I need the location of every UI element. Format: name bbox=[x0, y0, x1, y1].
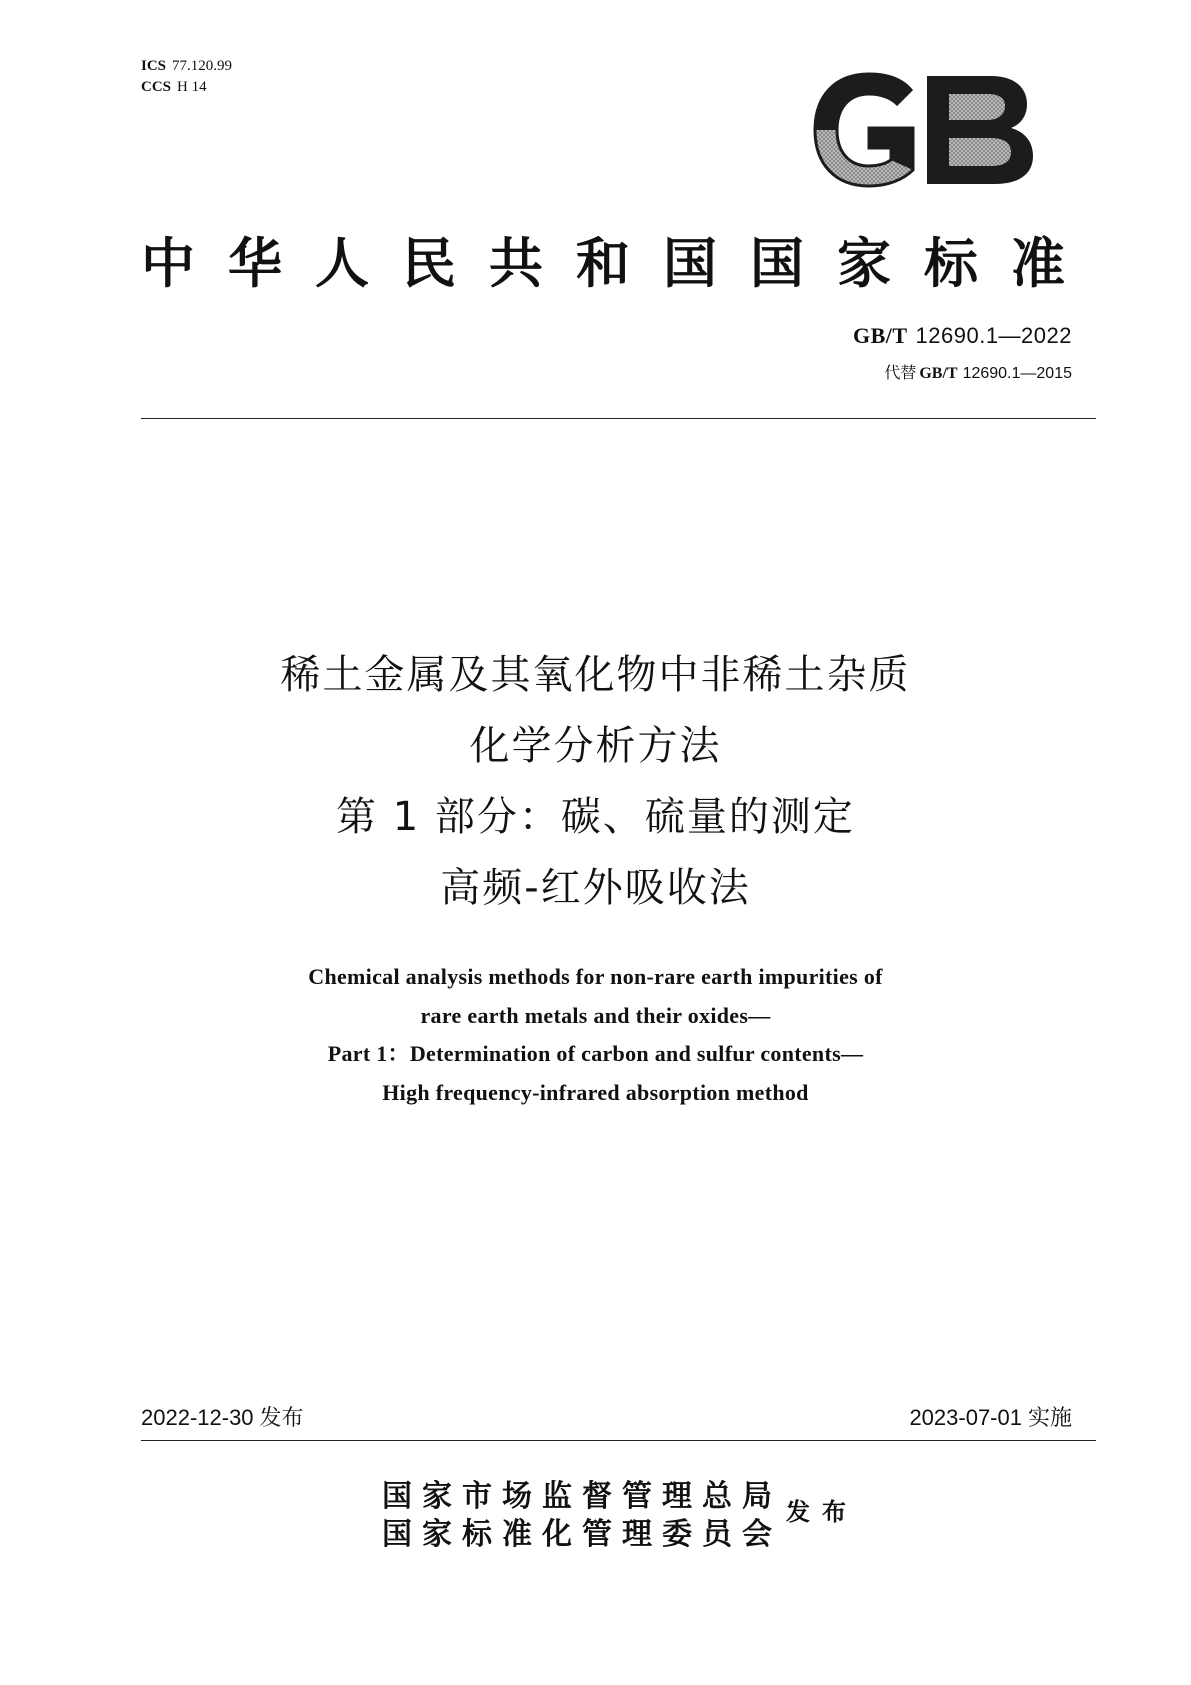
implementation-label: 实施 bbox=[1027, 1406, 1072, 1431]
chinese-title-line: 化学分析方法 bbox=[469, 723, 722, 769]
classification-codes bbox=[141, 56, 232, 98]
issuer-samr: 国家市场监督管理总局 bbox=[382, 1479, 782, 1514]
issue-label: 发布 bbox=[259, 1406, 304, 1431]
standard-number-block bbox=[853, 322, 1072, 384]
chinese-title bbox=[0, 640, 1191, 924]
ics-code bbox=[141, 56, 232, 77]
bottom-divider bbox=[141, 1440, 1096, 1441]
english-title-line: Part 1：Determination of carbon and sulfur contents— bbox=[327, 1041, 864, 1066]
ccs-value: H 14 bbox=[177, 79, 207, 95]
english-title-line: rare earth metals and their oxides— bbox=[420, 1002, 771, 1028]
logo-letter-b bbox=[927, 76, 1033, 184]
english-title-line: High frequency-infrared absorption method bbox=[382, 1079, 809, 1105]
issue-date bbox=[141, 1404, 304, 1433]
heading-char: 民 bbox=[402, 231, 456, 295]
logo-letter-g bbox=[815, 74, 913, 186]
chinese-title-line: 稀土金属及其氧化物中非稀土杂质 bbox=[280, 652, 911, 698]
heading-char: 准 bbox=[1011, 231, 1065, 295]
heading-char: 人 bbox=[315, 231, 369, 295]
heading-char: 中 bbox=[141, 231, 195, 295]
heading-char: 共 bbox=[489, 231, 543, 295]
english-title-line: Chemical analysis methods for non-rare earth impurities of bbox=[308, 964, 883, 989]
heading-char: 国 bbox=[663, 231, 717, 295]
issuer-sac: 国家标准化管理委员会 bbox=[382, 1517, 782, 1552]
top-divider bbox=[141, 418, 1096, 419]
heading-char: 国 bbox=[750, 231, 804, 295]
heading-char: 和 bbox=[576, 231, 630, 295]
ics-value: 77.120.99 bbox=[172, 58, 233, 74]
english-title bbox=[0, 958, 1191, 1112]
replaces-label: 代替 bbox=[884, 363, 917, 382]
publish-label: 发布 bbox=[786, 1497, 858, 1526]
standard-code: 12690.1—2022 bbox=[915, 323, 1072, 348]
implementation-date-value: 2023-07-01 bbox=[909, 1405, 1022, 1430]
chinese-title-line: 高频-红外吸收法 bbox=[440, 865, 751, 911]
ccs-code bbox=[141, 77, 232, 98]
national-standard-heading bbox=[0, 228, 1191, 298]
replaces-standard bbox=[853, 363, 1072, 384]
gb-logo bbox=[805, 72, 1037, 188]
heading-char: 华 bbox=[228, 231, 282, 295]
ccs-label: CCS bbox=[141, 79, 172, 95]
chinese-title-line: 第 1 部分：碳、硫量的测定 bbox=[336, 794, 855, 840]
standard-prefix: GB/T bbox=[852, 323, 908, 348]
standard-number bbox=[853, 322, 1072, 351]
implementation-date bbox=[909, 1404, 1072, 1433]
replaces-code: 12690.1—2015 bbox=[962, 365, 1072, 382]
issuing-authorities bbox=[382, 1478, 782, 1554]
heading-char: 家 bbox=[837, 231, 891, 295]
ics-label: ICS bbox=[141, 58, 167, 74]
heading-char: 标 bbox=[924, 231, 978, 295]
issue-date-value: 2022-12-30 bbox=[141, 1405, 254, 1430]
replaces-prefix: GB/T bbox=[919, 365, 958, 382]
